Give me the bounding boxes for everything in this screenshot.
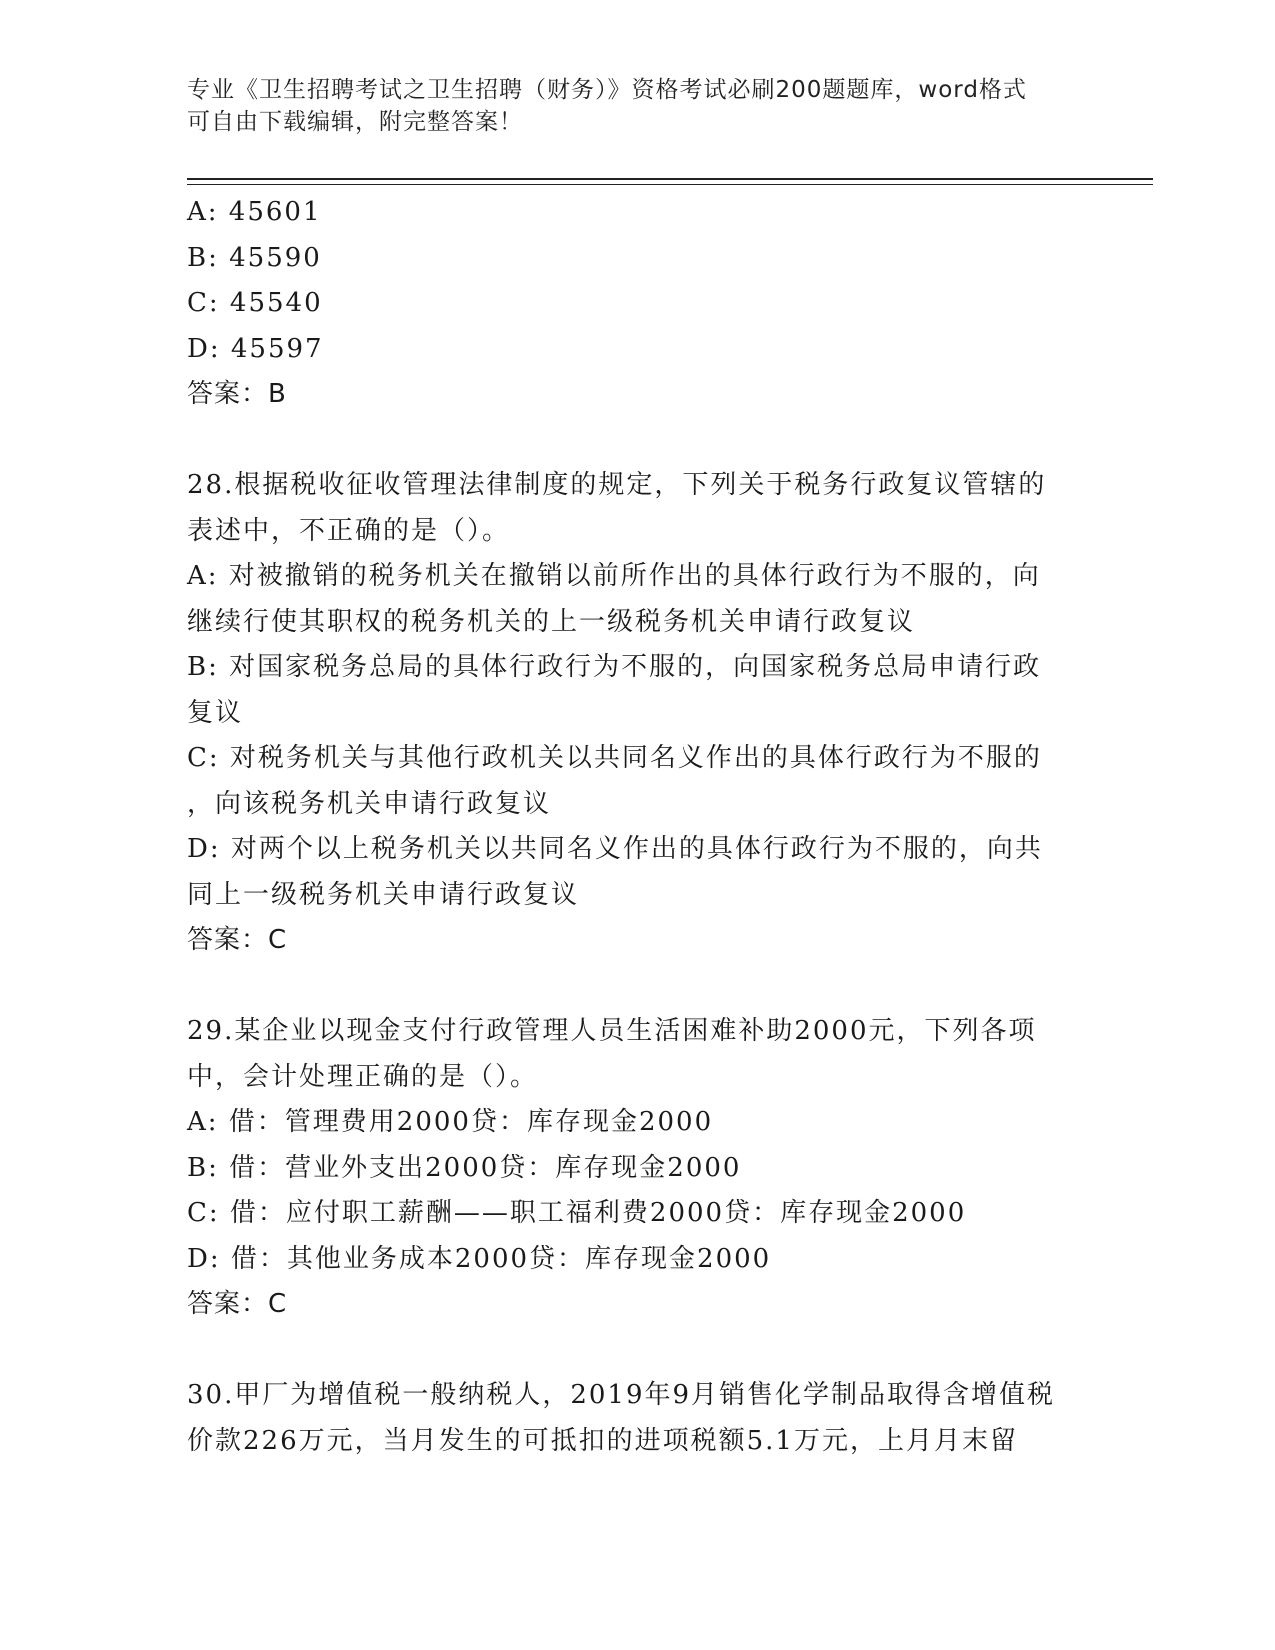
option-d-line-2: 同上一级税务机关申请行政复议 — [187, 879, 580, 910]
question-stem-line: 30.甲厂为增值税一般纳税人，2019年9月销售化学制品取得含增值税 — [187, 1380, 1056, 1410]
question-stem-line: 29.某企业以现金支付行政管理人员生活困难补助2000元，下列各项 — [187, 1016, 1037, 1046]
option-a: A: 借：管理费用2000贷：库存现金2000 — [187, 1107, 714, 1137]
spacer — [187, 1328, 1087, 1374]
option-b: B: 借：营业外支出2000贷：库存现金2000 — [187, 1152, 742, 1183]
option-c: C: 45540 — [187, 288, 323, 318]
option-c-line-2: ，向该税务机关申请行政复议 — [187, 788, 552, 819]
answer-line: 答案：B — [187, 379, 287, 409]
option-a: A: 45601 — [187, 197, 322, 227]
question-30-block — [187, 1373, 1087, 1464]
option-c-line-1: C: 对税务机关与其他行政机关以共同名义作出的具体行政行为不服的 — [187, 743, 1042, 773]
question-stem-line: 价款226万元，当月发生的可抵扣的进项税额5.1万元，上月月末留 — [187, 1425, 1018, 1456]
option-a-line-2: 继续行使其职权的税务机关的上一级税务机关申请行政复议 — [187, 606, 916, 637]
answer-line: 答案：C — [187, 925, 288, 955]
question-28-block — [187, 463, 1087, 964]
header-line-1: 专业《卫生招聘考试之卫生招聘（财务）》资格考试必刷200题题库，word格式 — [187, 77, 1027, 103]
document-header — [187, 74, 1087, 138]
previous-question-block — [187, 190, 1087, 418]
question-stem-line: 表述中，不正确的是（）。 — [187, 515, 511, 546]
option-d: D: 45597 — [187, 333, 324, 364]
header-rule-thick — [187, 178, 1153, 180]
document-body — [187, 190, 1087, 1464]
option-c: C: 借：应付职工薪酬——职工福利费2000贷：库存现金2000 — [187, 1198, 967, 1228]
option-d: D: 借：其他业务成本2000贷：库存现金2000 — [187, 1243, 772, 1274]
question-29-block — [187, 1009, 1087, 1328]
header-rule-thin — [187, 184, 1153, 185]
spacer — [187, 418, 1087, 464]
question-stem-line: 中，会计处理正确的是（）。 — [187, 1061, 539, 1092]
header-line-2: 可自由下载编辑，附完整答案！ — [187, 109, 523, 135]
option-a-line-1: A: 对被撤销的税务机关在撤销以前所作出的具体行政行为不服的，向 — [187, 561, 1041, 591]
question-stem-line: 28.根据税收征收管理法律制度的规定，下列关于税务行政复议管辖的 — [187, 470, 1047, 500]
spacer — [187, 964, 1087, 1010]
option-d-line-1: D: 对两个以上税务机关以共同名义作出的具体行政行为不服的，向共 — [187, 834, 1043, 864]
option-b: B: 45590 — [187, 242, 322, 273]
answer-line: 答案：C — [187, 1289, 288, 1319]
option-b-line-2: 复议 — [187, 697, 244, 728]
option-b-line-1: B: 对国家税务总局的具体行政行为不服的，向国家税务总局申请行政 — [187, 652, 1042, 682]
